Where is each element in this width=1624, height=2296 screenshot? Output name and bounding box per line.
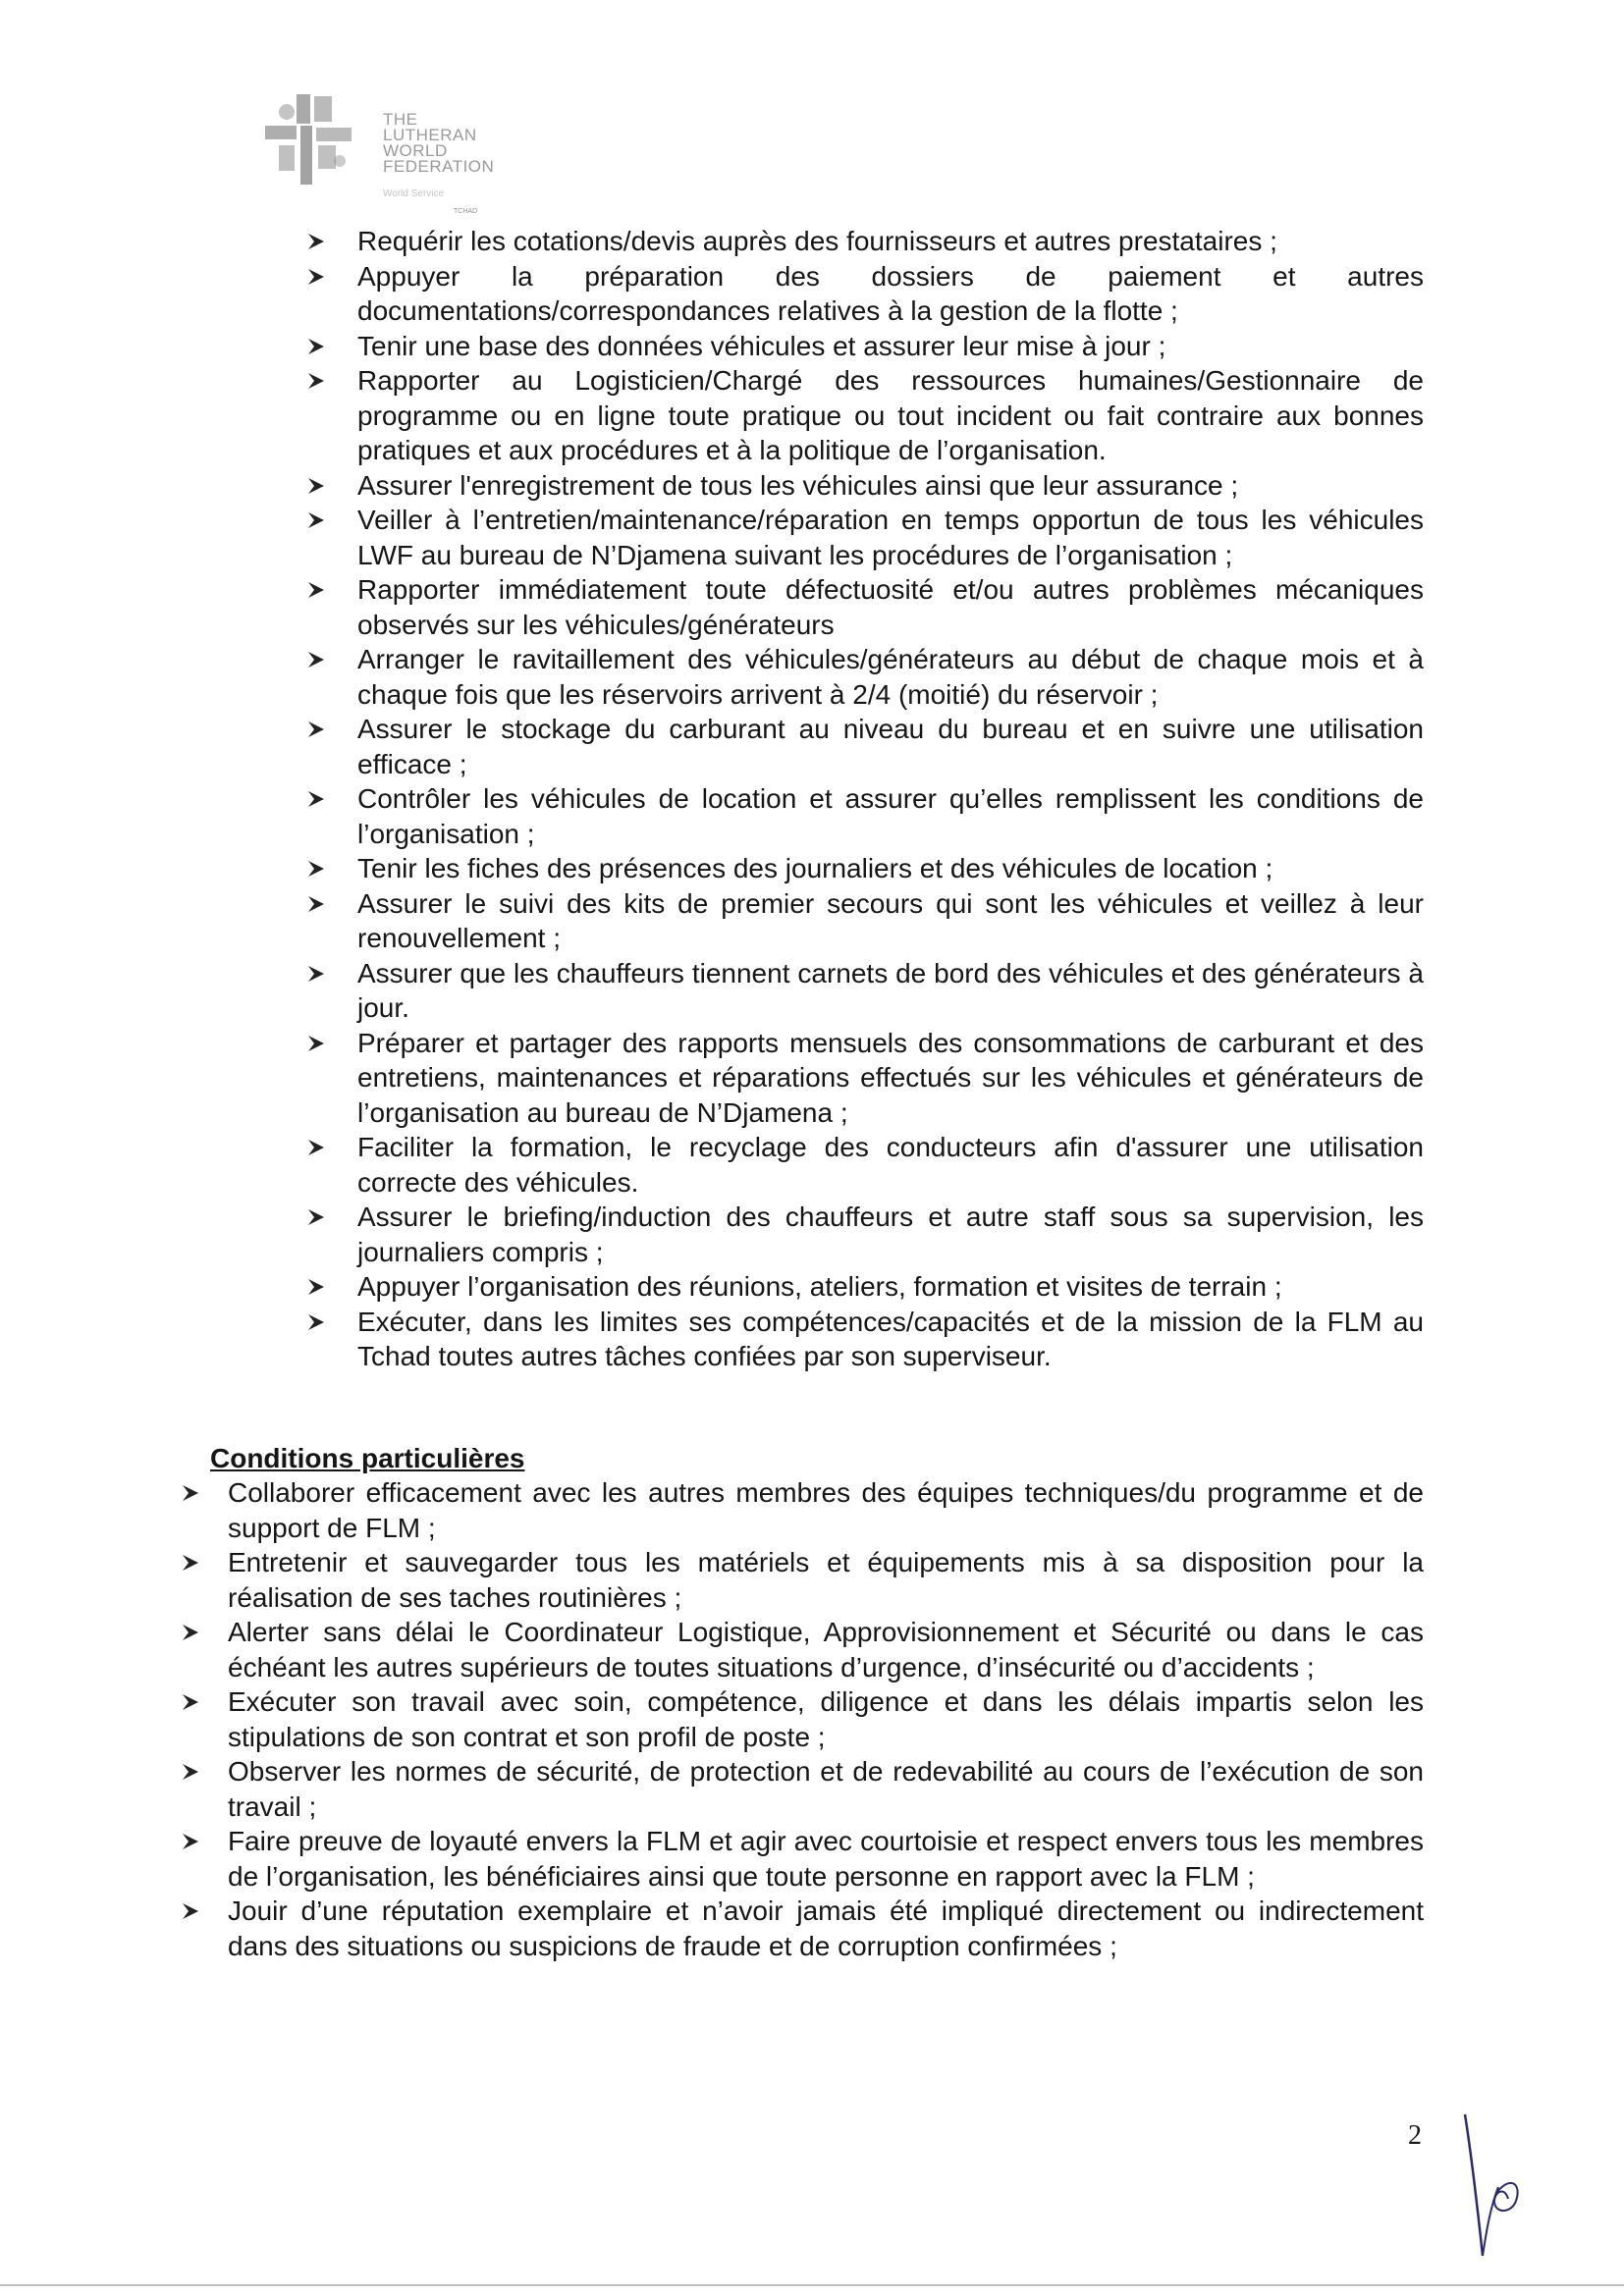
list-item xyxy=(357,1130,1424,1200)
arrow-bullet-icon xyxy=(181,1615,200,1649)
arrow-bullet-icon xyxy=(306,1026,326,1060)
list-item-text: Assurer le briefing/induction des chauffeurs et autre staff sous sa supervision, les journaliers compris ; xyxy=(357,1201,1424,1267)
list-item xyxy=(357,224,1424,259)
list-item-text: Observer les normes de sécurité, de protection et de redevabilité au cours de l’exécution de son travail ; xyxy=(228,1756,1424,1822)
list-item xyxy=(228,1684,1424,1754)
list-item-text: Alerter sans délai le Coordinateur Logistique, Approvisionnement et Sécurité ou dans le cas échéant les autres supérieurs de toutes situations d’urgence, d’insécurité ou d’accidents ; xyxy=(228,1617,1424,1682)
list-item xyxy=(357,781,1424,851)
list-item xyxy=(357,886,1424,956)
arrow-bullet-icon xyxy=(306,1305,326,1339)
lwf-emblem-icon xyxy=(257,86,365,194)
list-item-text: Rapporter au Logisticien/Chargé des ressources humaines/Gestionnaire de programme ou en ligne toute pratique ou tout incident ou fait contraire aux bonnes pratiques et aux procédures et à la politique de l’organisation. xyxy=(357,365,1424,465)
list-item-text: Tenir les fiches des présences des journaliers et des véhicules de location ; xyxy=(357,853,1273,883)
list-item-text: Contrôler les véhicules de location et assurer qu’elles remplissent les conditions de l’organisation ; xyxy=(357,783,1424,849)
list-item-text: Tenir une base des données véhicules et assurer leur mise à jour ; xyxy=(357,330,1166,361)
list-item-text: Arranger le ravitaillement des véhicules/générateurs au début de chaque mois et à chaque fois que les réservoirs arrivent à 2/4 (moitié) du réservoir ; xyxy=(357,644,1424,710)
list-item xyxy=(357,1269,1424,1305)
arrow-bullet-icon xyxy=(181,1475,200,1510)
list-item-text: Veiller à l’entretien/maintenance/réparation en temps opportun de tous les véhicules LWF au bureau de N’Djamena suivant les procédures de l’organisation ; xyxy=(357,505,1424,570)
logo-line: FEDERATION xyxy=(383,157,495,176)
arrow-bullet-icon xyxy=(306,956,326,990)
list-item-text: Entretenir et sauvegarder tous les matériels et équipements mis à sa disposition pour la réalisation de ses taches routinières ; xyxy=(228,1547,1424,1613)
arrow-bullet-icon xyxy=(306,224,326,258)
page-number: 2 xyxy=(1408,2120,1422,2151)
list-item-text: Jouir d’une réputation exemplaire et n’avoir jamais été impliqué directement ou indirectement dans des situations ou suspicions de fraude et de corruption confirmées ; xyxy=(228,1896,1424,1961)
conditions-list xyxy=(228,1475,1424,1963)
list-item xyxy=(228,1824,1424,1894)
list-item-text: Assurer que les chauffeurs tiennent carnets de bord des véhicules et des générateurs à jour. xyxy=(357,957,1424,1023)
arrow-bullet-icon xyxy=(306,1130,326,1164)
section-heading: Conditions particulières xyxy=(210,1443,525,1473)
arrow-bullet-icon xyxy=(181,1824,200,1858)
list-item-text: Exécuter son travail avec soin, compétence, diligence et dans les délais impartis selon les stipulations de son contrat et son profil de poste ; xyxy=(228,1686,1424,1752)
list-item xyxy=(357,503,1424,572)
arrow-bullet-icon xyxy=(306,503,326,537)
list-item xyxy=(228,1615,1424,1684)
list-item-text: Faire preuve de loyauté envers la FLM et agir avec courtoisie et respect envers tous les membres de l’organisation, les bénéficiaires ainsi que toute personne en rapport avec la FLM ; xyxy=(228,1826,1424,1892)
list-item xyxy=(228,1754,1424,1824)
list-item-text: Faciliter la formation, le recyclage des conducteurs afin d'assurer une utilisation correcte des véhicules. xyxy=(357,1132,1424,1198)
list-item xyxy=(357,1305,1424,1374)
handwritten-initials-signature xyxy=(1461,2112,1530,2260)
arrow-bullet-icon xyxy=(181,1754,200,1789)
list-item xyxy=(357,712,1424,781)
list-item-text: Collaborer efficacement avec les autres membres des équipes techniques/du programme et de support de FLM ; xyxy=(228,1477,1424,1543)
list-item xyxy=(357,329,1424,364)
arrow-bullet-icon xyxy=(306,1200,326,1234)
organization-logo xyxy=(257,86,513,214)
logo-wordmark xyxy=(383,112,494,175)
logo-subtitle: World Service xyxy=(383,188,445,199)
list-item-text: Appuyer l’organisation des réunions, ateliers, formation et visites de terrain ; xyxy=(357,1271,1282,1302)
list-item-text: Exécuter, dans les limites ses compétences/capacités et de la mission de la FLM au Tchad toutes autres tâches confiées par son superviseur. xyxy=(357,1306,1424,1371)
arrow-bullet-icon xyxy=(306,781,326,816)
arrow-bullet-icon xyxy=(306,363,326,398)
arrow-bullet-icon xyxy=(181,1894,200,1928)
arrow-bullet-icon xyxy=(306,851,326,885)
arrow-bullet-icon xyxy=(306,1269,326,1304)
arrow-bullet-icon xyxy=(306,329,326,363)
list-item xyxy=(357,468,1424,504)
list-item xyxy=(357,851,1424,886)
list-item-text: Assurer le stockage du carburant au niveau du bureau et en suivre une utilisation efficace ; xyxy=(357,714,1424,779)
arrow-bullet-icon xyxy=(306,572,326,607)
list-item xyxy=(357,572,1424,642)
list-item-text: Requérir les cotations/devis auprès des fournisseurs et autres prestataires ; xyxy=(357,226,1277,256)
duties-list xyxy=(357,224,1424,1374)
list-item-text: Assurer le suivi des kits de premier secours qui sont les véhicules et veillez à leur renouvellement ; xyxy=(357,887,1424,953)
logo-line: WORLD xyxy=(383,141,448,160)
list-item xyxy=(357,1200,1424,1269)
arrow-bullet-icon xyxy=(306,886,326,921)
arrow-bullet-icon xyxy=(181,1545,200,1579)
list-item xyxy=(357,642,1424,712)
list-item xyxy=(357,1026,1424,1131)
list-item xyxy=(357,259,1424,329)
list-item xyxy=(357,363,1424,468)
list-item xyxy=(228,1475,1424,1545)
arrow-bullet-icon xyxy=(306,642,326,676)
logo-line: LUTHERAN xyxy=(383,126,477,144)
page-bottom-edge xyxy=(0,2284,1624,2286)
logo-country: TCHAD xyxy=(454,208,478,215)
logo-line: THE xyxy=(383,110,418,129)
arrow-bullet-icon xyxy=(306,468,326,503)
list-item xyxy=(228,1894,1424,1963)
list-item-text: Préparer et partager des rapports mensuels des consommations de carburant et des entretiens, maintenances et réparations effectués sur les véhicules et générateurs de l’organisation au bureau de N’Djamena ; xyxy=(357,1027,1424,1128)
list-item-text: Rapporter immédiatement toute défectuosité et/ou autres problèmes mécaniques observés sur les véhicules/générateurs xyxy=(357,574,1424,640)
list-item-text: Assurer l'enregistrement de tous les véhicules ainsi que leur assurance ; xyxy=(357,469,1239,501)
list-item-text: Appuyer la préparation des dossiers de paiement et autres documentations/correspondances relatives à la gestion de la flotte ; xyxy=(357,260,1424,326)
arrow-bullet-icon xyxy=(306,712,326,746)
arrow-bullet-icon xyxy=(181,1684,200,1719)
arrow-bullet-icon xyxy=(306,259,326,294)
list-item xyxy=(357,956,1424,1026)
list-item xyxy=(228,1545,1424,1615)
